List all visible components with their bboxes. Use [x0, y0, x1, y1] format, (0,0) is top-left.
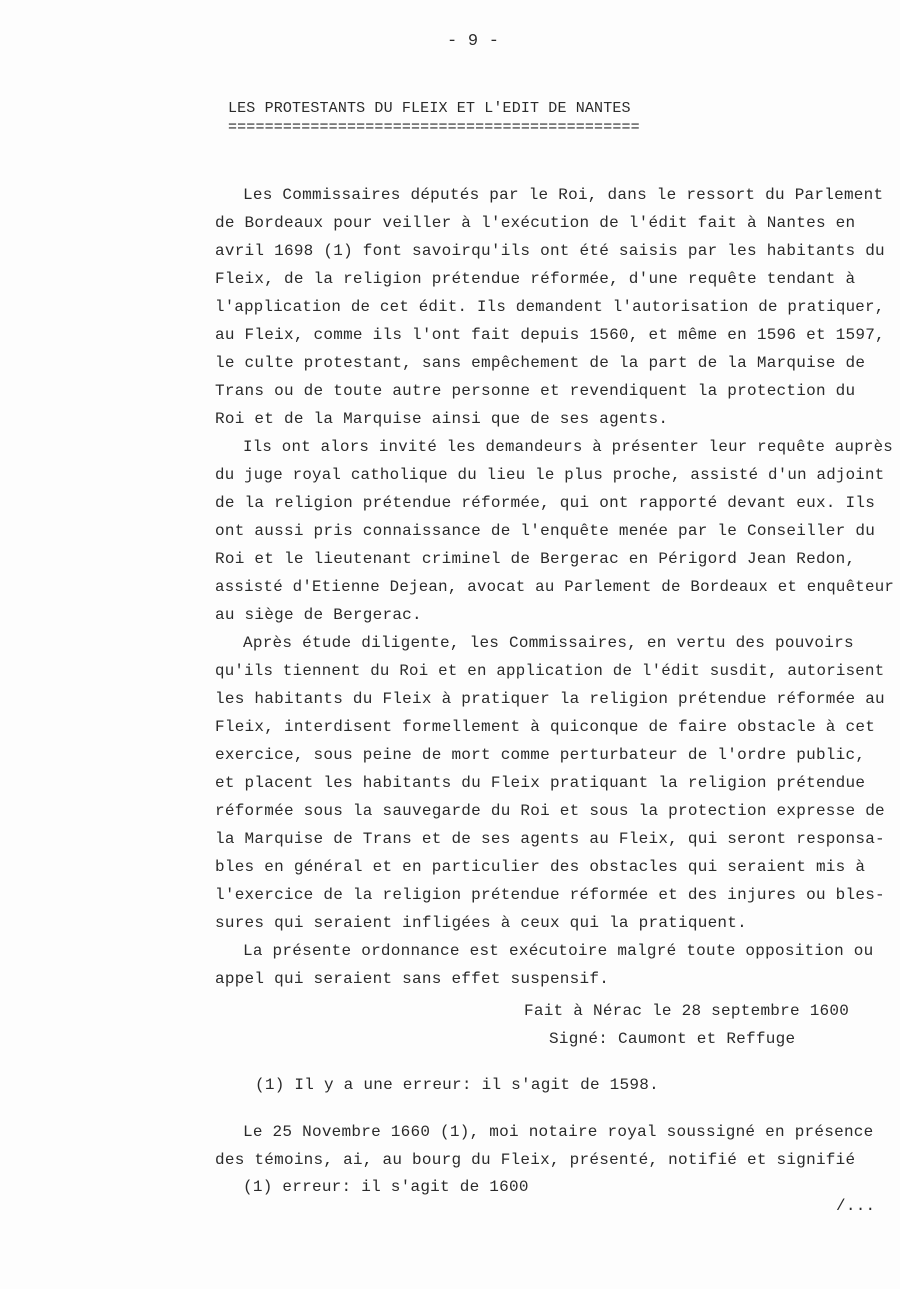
signature-place-date: Fait à Nérac le 28 septembre 1600 [524, 1002, 850, 1020]
body-line: réformée sous la sauvegarde du Roi et sous la protection expresse de [215, 802, 885, 820]
body-line: de Bordeaux pour veiller à l'exécution de l'édit fait à Nantes en [215, 214, 856, 232]
body-line: Après étude diligente, les Commissaires, en vertu des pouvoirs [243, 634, 854, 652]
body-line: du juge royal catholique du lieu le plus proche, assisté d'un adjoint [215, 466, 885, 484]
body-line: appel qui seraient sans effet suspensif. [215, 970, 610, 988]
body-line: Trans ou de toute autre personne et revendiquent la protection du [215, 382, 856, 400]
body-line: la Marquise de Trans et de ses agents au Fleix, qui seront responsa- [215, 830, 885, 848]
body-line: Ils ont alors invité les demandeurs à présenter leur requête auprès [243, 438, 894, 456]
continuation-line: Le 25 Novembre 1660 (1), moi notaire royal soussigné en présence [243, 1123, 874, 1141]
body-line: l'exercice de la religion prétendue réformée et des injures ou bles- [215, 886, 885, 904]
body-line: sures qui seraient infligées à ceux qui la pratiquent. [215, 914, 747, 932]
body-line: qu'ils tiennent du Roi et en application de l'édit susdit, autorisent [215, 662, 885, 680]
signature-signatories: Signé: Caumont et Reffuge [549, 1030, 796, 1048]
body-line: exercice, sous peine de mort comme perturbateur de l'ordre public, [215, 746, 866, 764]
title-underline: ============================================= [228, 119, 640, 136]
body-line: et placent les habitants du Fleix pratiquant la religion prétendue [215, 774, 866, 792]
page-number: - 9 - [447, 32, 500, 51]
body-line: bles en général et en particulier des obstacles qui seraient mis à [215, 858, 866, 876]
body-line: de la religion prétendue réformée, qui ont rapporté devant eux. Ils [215, 494, 876, 512]
body-line: avril 1698 (1) font savoirqu'ils ont été saisis par les habitants du [215, 242, 885, 260]
body-line: ont aussi pris connaissance de l'enquête menée par le Conseiller du [215, 522, 876, 540]
body-line: les habitants du Fleix à pratiquer la religion prétendue réformée au [215, 690, 885, 708]
body-line: l'application de cet édit. Ils demandent l'autorisation de pratiquer, [215, 298, 885, 316]
body-line: Roi et de la Marquise ainsi que de ses agents. [215, 410, 669, 428]
footnote: (1) Il y a une erreur: il s'agit de 1598. [255, 1076, 659, 1094]
body-line: Les Commissaires députés par le Roi, dans le ressort du Parlement [243, 186, 884, 204]
body-line: assisté d'Etienne Dejean, avocat au Parlement de Bordeaux et enquêteur [215, 578, 895, 596]
body-line: Roi et le lieutenant criminel de Bergerac en Périgord Jean Redon, [215, 550, 856, 568]
body-line: La présente ordonnance est exécutoire malgré toute opposition ou [243, 942, 874, 960]
continuation-line: des témoins, ai, au bourg du Fleix, présenté, notifié et signifié [215, 1151, 856, 1169]
body-line: au Fleix, comme ils l'ont fait depuis 1560, et même en 1596 et 1597, [215, 326, 885, 344]
footnote: (1) erreur: il s'agit de 1600 [243, 1178, 529, 1196]
body-line: Fleix, interdisent formellement à quiconque de faire obstacle à cet [215, 718, 876, 736]
body-line: Fleix, de la religion prétendue réformée, d'une requête tendant à [215, 270, 856, 288]
body-line: le culte protestant, sans empêchement de la part de la Marquise de [215, 354, 866, 372]
document-title: LES PROTESTANTS DU FLEIX ET L'EDIT DE NANTES [228, 100, 631, 117]
body-line: au siège de Bergerac. [215, 606, 422, 624]
continuation-mark: /... [836, 1197, 876, 1215]
